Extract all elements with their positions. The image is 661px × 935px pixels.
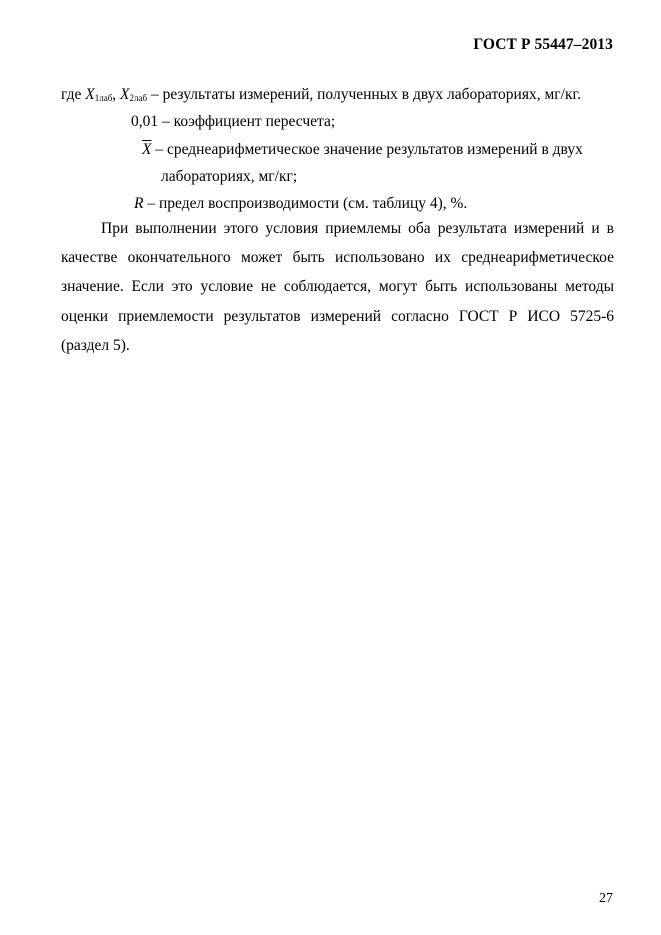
legend-xbar-line <box>142 141 583 159</box>
legend-xbar-line-continued <box>161 168 297 186</box>
x1-symbol: X <box>85 86 95 103</box>
r-symbol: R <box>134 195 144 212</box>
document-code-header: ГОСТ Р 55447–2013 <box>473 36 613 53</box>
symbol-separator: , <box>112 86 117 103</box>
r-description: – предел воспроизводимости (см. таблицу 4), %. <box>147 195 468 212</box>
coef-description: – коэффициент пересчета; <box>162 113 336 130</box>
xbar-description-continued: лабораториях, мг/кг; <box>161 168 298 185</box>
x-description: – результаты измерений, полученных в двух лабораториях, мг/кг. <box>150 86 581 103</box>
xbar-description: – среднеарифметическое значение результатов измерений в двух <box>155 141 583 158</box>
x2-symbol: X <box>120 86 130 103</box>
acceptance-paragraph <box>61 214 614 360</box>
x1-subscript: 1лаб <box>94 93 113 103</box>
legend-x-line <box>61 86 581 104</box>
x2-subscript: 2лаб <box>129 93 148 103</box>
xbar-symbol: $\overline{X}$ <box>142 141 152 158</box>
paragraph-text: При выполнении этого условия приемлемы оба результата измерений и в качестве окончательного может быть использовано их среднеарифметическое значение. Если это условие не соблюдается, могут быть использованы методы оценки приемлемости результатов измерений согласно ГОСТ Р ИСО 5725-6 (раздел 5). <box>61 220 614 354</box>
where-word: где <box>61 86 82 103</box>
legend-coef-line <box>131 113 335 131</box>
coef-value: 0,01 <box>131 113 159 130</box>
page-number: 27 <box>599 891 613 906</box>
legend-r-line <box>134 195 467 213</box>
